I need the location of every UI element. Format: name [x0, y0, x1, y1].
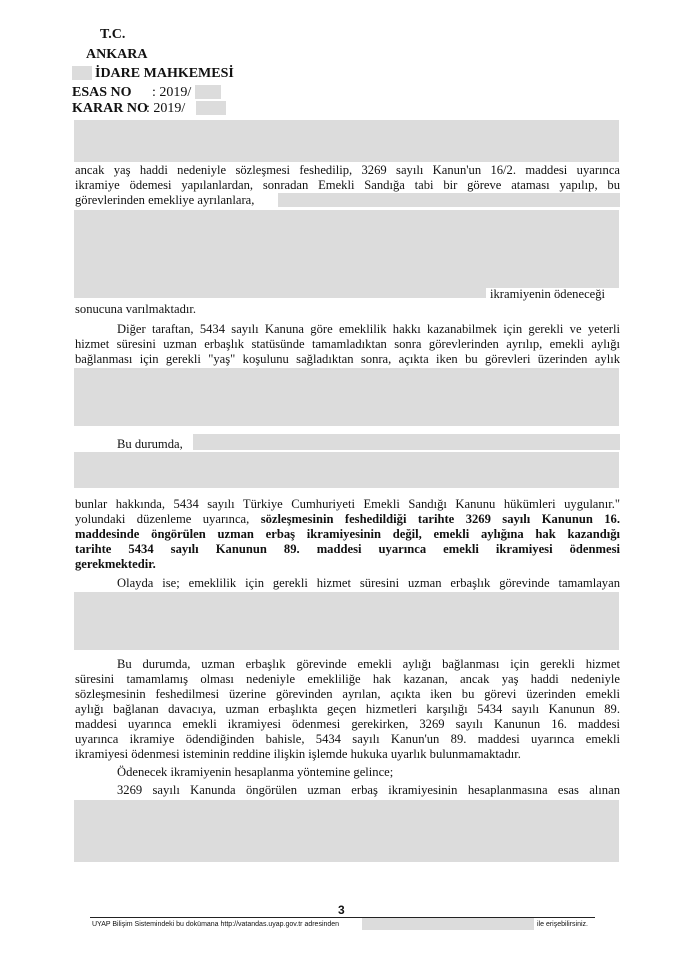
footer-text-left: UYAP Bilişim Sistemindeki bu dokümana http://vatandas.uyap.gov.tr adresinden	[92, 921, 340, 928]
text-line-bold: maddesinde öngörülen uzman erbaş ikramiyesinin değil, emekli aylığına hak kazandığı	[75, 527, 620, 541]
text-line: ancak yaş haddi nedeniyle sözleşmesi feshedilip, 3269 sayılı Kanun'un 16/2. maddesi uyarınca	[75, 163, 620, 177]
header-court: İDARE MAHKEMESİ	[95, 66, 234, 81]
text-line: ikramiye ödemesi yapılanlardan, sonradan Emekli Sandığa tabi bir göreve ataması yapılıp, bu	[75, 178, 620, 192]
text-line: Diğer taraftan, 5434 sayılı Kanuna göre emeklilik hakkı kazanabilmek için gerekli ve yeterli	[117, 322, 620, 336]
karar-value: : 2019/	[146, 101, 186, 116]
text-line	[75, 512, 620, 527]
text-span-bold: sözleşmesinin feshedildiği tarihte 3269 sayılı Kanunun 16.	[260, 512, 620, 526]
text-line: Bu durumda, uzman erbaşlık görevinde emekli aylığı bağlanması için gerekli hizmet	[117, 657, 620, 671]
page-number: 3	[338, 903, 345, 917]
text-line: Olayda ise; emeklilik için gerekli hizmet süresini uzman erbaşlık görevinde tamamlayan	[117, 576, 620, 590]
text-line: sözleşmesinin feshedilmesi üzerine görevinden ayrılan, açıkta iken bu görevi üzerinden emekli	[75, 687, 620, 701]
redacted-karar	[196, 101, 226, 115]
redacted-inline	[74, 288, 486, 298]
redacted-inline	[278, 193, 620, 207]
text-line: ikramiyenin ödeneceği	[490, 287, 606, 301]
redacted-inline	[193, 434, 620, 450]
header-city: ANKARA	[86, 47, 148, 62]
text-line: bunlar hakkında, 5434 sayılı Türkiye Cumhuriyeti Emekli Sandığı Kanunu hükümleri uygulanır."	[75, 497, 620, 511]
redacted-block	[74, 452, 619, 488]
text-line: 3269 sayılı Kanunda öngörülen uzman erbaş ikramiyesinin hesaplanmasına esas alınan	[117, 783, 620, 797]
text-line: süresini tamamlamış olması nedeniyle emekliliğe hak kazanan, ancak yaş haddi nedeniyle	[75, 672, 620, 686]
text-line: Bu durumda,	[117, 437, 183, 451]
redacted-court-number	[72, 66, 92, 80]
redacted-block	[74, 800, 619, 862]
text-line: görevlerinden emekliye ayrılanlara,	[75, 193, 255, 207]
karar-label: KARAR NO	[72, 101, 148, 116]
header-tc: T.C.	[100, 27, 126, 42]
footer-text-right: ile erişebilirsiniz.	[537, 921, 588, 928]
text-line: bağlanması için gerekli "yaş" koşulunu sağladıktan sonra, açıkta iken bu görevleri üzerinden aylık	[75, 352, 620, 366]
redacted-esas	[195, 85, 221, 99]
text-line: sonucuna varılmaktadır.	[75, 302, 197, 316]
text-line: maddesi uyarınca emekli ikramiyesi ödenmesi gerekirken, 3269 sayılı Kanunun 16. maddesi	[75, 717, 620, 731]
text-line: aylığı bağlanan davacıya, uzman erbaşlıkta geçen hizmetleri karşılığı 5434 sayılı Kanunun 89.	[75, 702, 620, 716]
text-line: uyarınca ikramiye ödendiğinden bahisle, 5434 sayılı Kanun'un 89. maddesi uyarınca emekli	[75, 732, 620, 746]
esas-value: : 2019/	[152, 85, 192, 100]
text-span: yolundaki düzenleme uyarınca,	[75, 512, 261, 526]
text-line-bold: gerekmektedir.	[75, 557, 156, 571]
esas-label: ESAS NO	[72, 85, 132, 100]
redacted-footer	[362, 918, 534, 930]
text-line: hizmet süresini uzman erbaşlık statüsünde tamamladıktan sonra görevlerinden ayrılıp, emekli aylığı	[75, 337, 620, 351]
text-line-bold: tarihte 5434 sayılı Kanunun 89. maddesi uyarınca emekli ikramiyesi ödenmesi	[75, 542, 620, 556]
redacted-block	[74, 592, 619, 650]
text-line: Ödenecek ikramiyenin hesaplanma yöntemine gelince;	[117, 765, 394, 779]
redacted-block	[74, 210, 619, 288]
redacted-block	[74, 120, 619, 162]
redacted-block	[74, 368, 619, 426]
text-line: ikramiyesi ödenmesi isteminin reddine ilişkin işlemde hukuka uyarlık bulunmamaktadır.	[75, 747, 521, 761]
